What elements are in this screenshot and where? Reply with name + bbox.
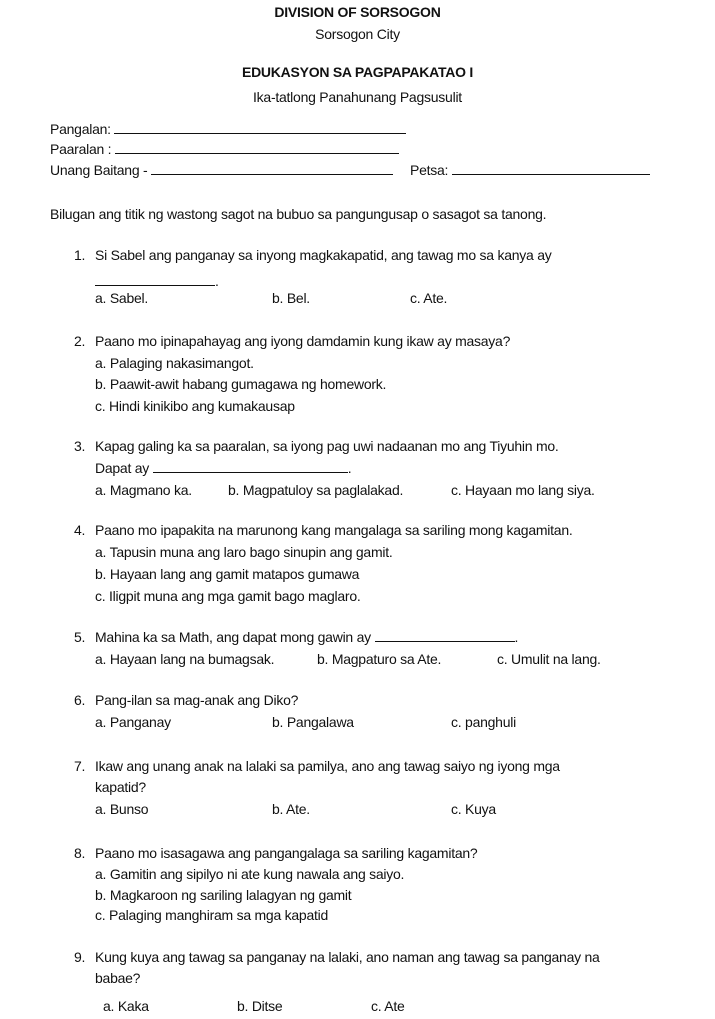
option-b[interactable]: b. Bel.: [272, 290, 310, 306]
question-text-cont: Dapat ay .: [95, 460, 352, 476]
question-number: 1.: [74, 247, 86, 263]
question-number: 7.: [74, 758, 86, 774]
school-blank: [115, 141, 399, 154]
name-blank: [114, 121, 406, 134]
question-text: Paano mo ipinapahayag ang iyong damdamin kung ikaw ay masaya?: [95, 333, 511, 349]
instructions: Bilugan ang titik ng wastong sagot na bubuo sa pangungusap o sasagot sa tanong.: [50, 206, 547, 222]
option-c[interactable]: c. Umulit na lang.: [497, 651, 601, 667]
question-text: Paano mo isasagawa ang pangangalaga sa sariling kagamitan?: [95, 845, 478, 861]
option-b[interactable]: b. Pangalawa: [272, 714, 354, 730]
question-number: 6.: [74, 692, 86, 708]
date-label: Petsa:: [410, 162, 449, 178]
option-c[interactable]: c. Ate: [371, 998, 405, 1014]
question-text: Mahina ka sa Math, ang dapat mong gawin ay .: [95, 629, 519, 645]
question-text: Pang-ilan sa mag-anak ang Diko?: [95, 692, 299, 708]
option-c[interactable]: c. Hayaan mo lang siya.: [451, 482, 595, 498]
question-text-cont: kapatid?: [95, 779, 146, 795]
question-number: 4.: [74, 522, 86, 538]
option-c[interactable]: c. Ate.: [410, 290, 448, 306]
option-c[interactable]: c. Kuya: [451, 801, 496, 817]
option-c[interactable]: c. Hindi kinikibo ang kumakausap: [95, 398, 295, 414]
school-label: Paaralan :: [50, 141, 112, 157]
question-number: 3.: [74, 438, 86, 454]
option-b[interactable]: b. Hayaan lang ang gamit matapos gumawa: [95, 566, 360, 582]
option-c[interactable]: c. panghuli: [451, 714, 516, 730]
option-a[interactable]: a. Gamitin ang sipilyo ni ate kung nawala ang saiyo.: [95, 866, 405, 882]
question-text: Si Sabel ang panganay sa inyong magkakapatid, ang tawag mo sa kanya ay: [95, 247, 552, 263]
question-text: Kung kuya ang tawag sa panganay na lalaki, ano naman ang tawag sa panganay na: [95, 949, 600, 965]
question-number: 5.: [74, 629, 86, 645]
option-a[interactable]: a. Kaka: [103, 998, 149, 1014]
option-a[interactable]: a. Sabel.: [95, 290, 149, 306]
question-text: Kapag galing ka sa paaralan, sa iyong pag uwi nadaanan mo ang Tiyuhin mo.: [95, 438, 559, 454]
question-text-cont: babae?: [95, 970, 141, 986]
division-heading: DIVISION OF SORSOGON: [274, 4, 441, 20]
option-b[interactable]: b. Magkaroon ng sariling lalagyan ng gamit: [95, 887, 352, 903]
option-a[interactable]: a. Tapusin muna ang laro bago sinupin ang gamit.: [95, 544, 393, 560]
grade-label: Unang Baitang -: [50, 162, 148, 178]
option-c[interactable]: c. Iligpit muna ang mga gamit bago maglaro.: [95, 588, 361, 604]
option-b[interactable]: b. Magpaturo sa Ate.: [317, 651, 442, 667]
question-number: 8.: [74, 845, 86, 861]
question-text: Paano mo ipapakita na marunong kang mangalaga sa sariling mong kagamitan.: [95, 522, 573, 538]
name-field: [50, 121, 406, 137]
city-heading: Sorsogon City: [315, 26, 400, 42]
option-b[interactable]: b. Paawit-awit habang gumagawa ng homework.: [95, 376, 387, 392]
option-a[interactable]: a. Bunso: [95, 801, 149, 817]
name-label: Pangalan:: [50, 121, 111, 137]
option-c[interactable]: c. Palaging manghiram sa mga kapatid: [95, 907, 329, 923]
date-blank: [452, 162, 650, 175]
school-field: [50, 141, 399, 157]
option-b[interactable]: b. Ate.: [272, 801, 310, 817]
grade-blank: [151, 162, 393, 175]
exam-title: Ika-tatlong Panahunang Pagsusulit: [253, 89, 462, 105]
option-b[interactable]: b. Ditse: [237, 998, 283, 1014]
grade-field: [50, 162, 393, 178]
date-field: [410, 162, 650, 178]
answer-blank: .: [95, 273, 219, 289]
option-a[interactable]: a. Magmano ka.: [95, 482, 192, 498]
option-a[interactable]: a. Panganay: [95, 714, 171, 730]
question-number: 9.: [74, 949, 86, 965]
option-a[interactable]: a. Hayaan lang na bumagsak.: [95, 651, 275, 667]
question-text: Ikaw ang unang anak na lalaki sa pamilya, ano ang tawag saiyo ng iyong mga: [95, 758, 560, 774]
subject-title: EDUKASYON SA PAGPAPAKATAO I: [241, 64, 473, 80]
option-b[interactable]: b. Magpatuloy sa paglalakad.: [228, 482, 404, 498]
question-number: 2.: [74, 333, 86, 349]
option-a[interactable]: a. Palaging nakasimangot.: [95, 355, 254, 371]
